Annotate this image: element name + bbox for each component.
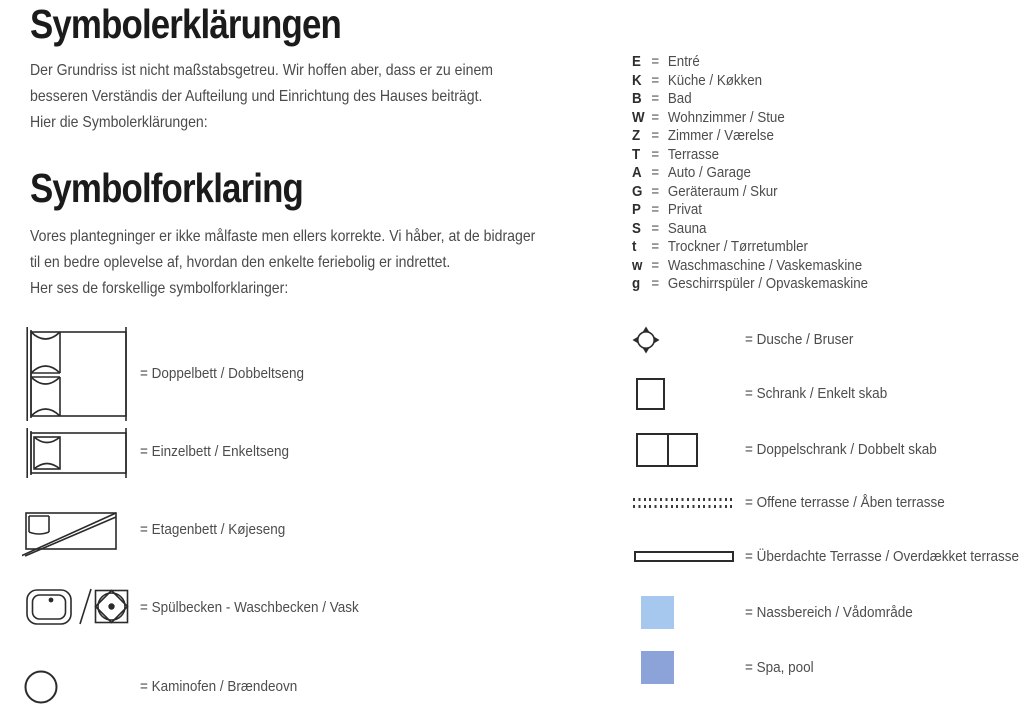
room-code-definition: Auto / Garage (667, 165, 751, 181)
intro-german-line-1: Der Grundriss ist nicht maßstabsgetreu. Wir hoffen aber, dass er zu einem (30, 62, 494, 79)
room-code-letter: A (632, 165, 642, 181)
intro-danish-line-2: til en bedre oplevelse af, hvordan den enkelte feriebolig er indrettet. (30, 254, 451, 271)
room-code-row (632, 239, 868, 258)
room-code-definition: Geschirrspüler / Opvaskemaskine (667, 276, 869, 292)
room-code-row (632, 54, 868, 73)
equals-sign: = (651, 239, 660, 255)
room-code-definition: Entré (667, 54, 700, 70)
room-code-definition: Küche / Køkken (667, 72, 763, 89)
room-code-letter: g (632, 276, 641, 292)
covered-terrace-label: = Überdachte Terrasse / Overdækket terrasse (745, 548, 1020, 565)
intro-german-line-3: Hier die Symbolerklärungen: (30, 114, 208, 131)
equals-sign: = (651, 276, 660, 292)
equals-sign: = (651, 146, 660, 163)
double-bed-icon (25, 327, 129, 421)
room-code-definition: Zimmer / Værelse (667, 128, 774, 144)
room-code-row (632, 91, 868, 110)
room-code-row (632, 276, 868, 295)
intro-danish-line-3: Her ses de forskellige symbolforklaringer: (30, 280, 289, 297)
single-closet-icon (636, 378, 665, 410)
room-code-row (632, 165, 868, 184)
room-code-definition: Sauna (667, 220, 707, 237)
room-code-definition: Trockner / Tørretumbler (667, 239, 808, 255)
equals-sign: = (651, 165, 660, 181)
room-code-legend (632, 54, 868, 295)
room-code-letter: Z (632, 128, 641, 144)
double-closet-label: = Doppelschrank / Dobbelt skab (745, 441, 937, 458)
intro-danish-line-1: Vores plantegninger er ikke målfaste men ellers korrekte. Vi håber, at de bidrager (30, 228, 536, 245)
room-code-definition: Terrasse (667, 146, 720, 163)
intro-german (30, 58, 493, 136)
room-code-row (632, 128, 868, 147)
wood-stove-label: = Kaminofen / Brændeovn (140, 678, 298, 695)
room-code-row (632, 73, 868, 92)
spa-pool-label: = Spa, pool (745, 659, 814, 676)
wet-area-label: = Nassbereich / Vådområde (745, 604, 913, 621)
sink-washbasin-label: = Spülbecken - Waschbecken / Vask (140, 599, 359, 616)
room-code-letter: T (632, 146, 641, 163)
equals-sign: = (651, 128, 660, 144)
room-code-row (632, 147, 868, 166)
room-code-letter: E (632, 54, 641, 70)
double-closet-divider (667, 435, 669, 465)
covered-terrace-icon (634, 551, 734, 562)
room-code-letter: t (632, 239, 637, 255)
room-code-definition: Privat (667, 202, 702, 218)
room-code-letter: B (632, 91, 642, 107)
room-code-letter: S (632, 220, 641, 237)
page-title-danish: Symbolforklaring (30, 165, 303, 211)
shower-label: = Dusche / Bruser (745, 331, 854, 348)
equals-sign: = (651, 220, 660, 237)
page-title-german: Symbolerklärungen (30, 1, 341, 47)
single-closet-label: = Schrank / Enkelt skab (745, 385, 888, 402)
equals-sign: = (651, 202, 660, 218)
equals-sign: = (651, 183, 660, 200)
room-code-letter: w (632, 257, 643, 274)
open-terrace-label: = Offene terrasse / Åben terrasse (745, 494, 945, 511)
room-code-definition: Geräteraum / Skur (667, 183, 778, 200)
equals-sign: = (651, 257, 660, 274)
wood-stove-icon (23, 669, 59, 705)
shower-icon (631, 325, 661, 355)
room-code-definition: Wohnzimmer / Stue (667, 109, 785, 126)
wet-area-icon (641, 596, 674, 629)
room-code-letter: K (632, 72, 642, 89)
double-bed-label: = Doppelbett / Dobbeltseng (140, 365, 304, 382)
intro-german-line-2: besseren Verständis der Aufteilung und Einrichtung des Hauses beiträgt. (30, 88, 483, 105)
room-code-definition: Waschmaschine / Vaskemaskine (667, 257, 863, 274)
room-code-row (632, 221, 868, 240)
single-bed-icon (25, 428, 129, 478)
open-terrace-icon (633, 497, 734, 509)
equals-sign: = (651, 72, 660, 89)
room-code-row (632, 258, 868, 277)
room-code-letter: P (632, 202, 641, 218)
spa-pool-icon (641, 651, 674, 684)
room-code-row (632, 184, 868, 203)
equals-sign: = (651, 109, 660, 126)
sink-washbasin-icon (25, 586, 129, 628)
bunk-bed-icon (22, 506, 120, 558)
double-closet-icon (636, 433, 698, 467)
room-code-row (632, 110, 868, 129)
room-code-letter: G (632, 183, 643, 200)
equals-sign: = (651, 91, 660, 107)
equals-sign: = (651, 54, 660, 70)
intro-danish (30, 224, 535, 302)
single-bed-label: = Einzelbett / Enkeltseng (140, 443, 289, 460)
room-code-letter: W (632, 109, 645, 126)
room-code-row (632, 202, 868, 221)
room-code-definition: Bad (667, 91, 692, 107)
bunk-bed-label: = Etagenbett / Køjeseng (140, 521, 286, 538)
